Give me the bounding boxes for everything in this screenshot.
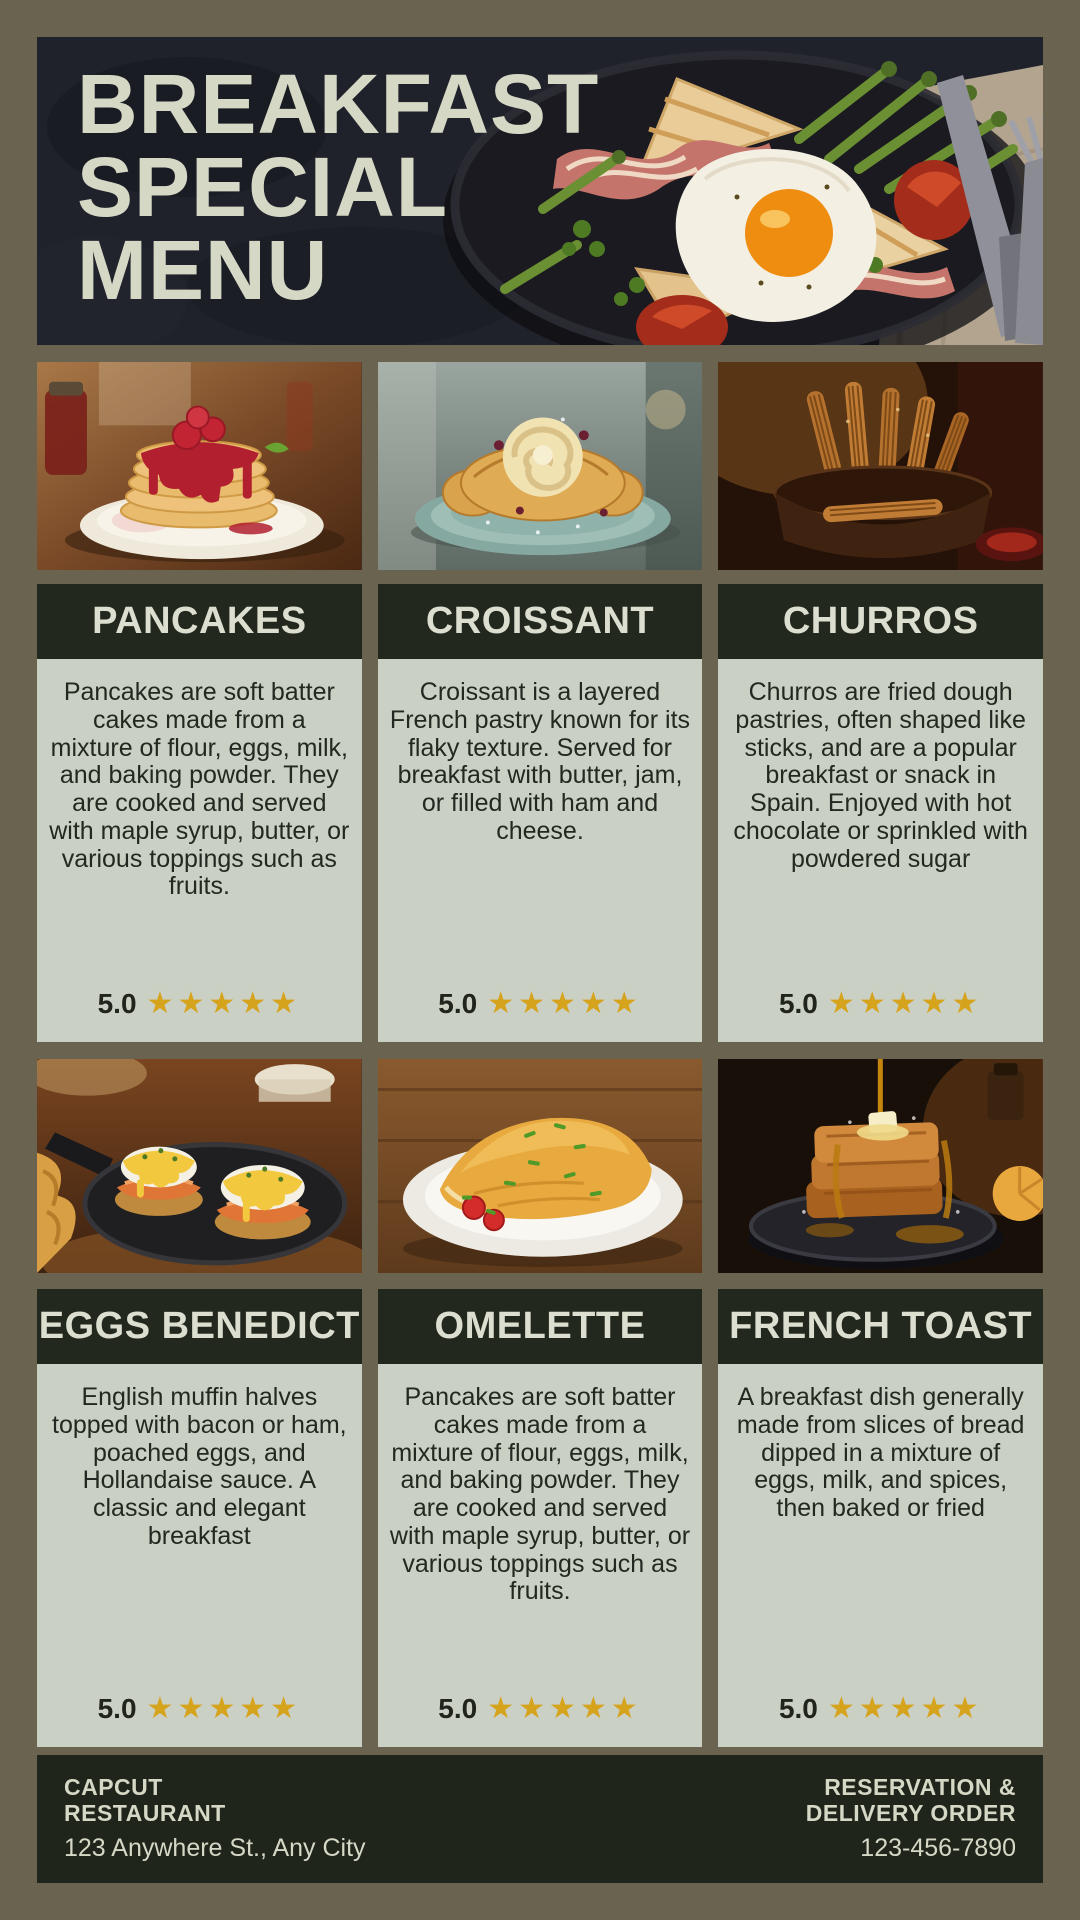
rating-value: 5.0 xyxy=(97,988,137,1019)
dish-body xyxy=(378,1364,703,1747)
photo-row-2 xyxy=(37,1059,1043,1273)
header-banner xyxy=(37,37,1043,345)
dish-description: Churros are fried dough pastries, often shaped like sticks, and are a popular breakfast or snack in Spain. Enjoyed with hot chocolate or sprinkled with powdered sugar xyxy=(733,678,1028,873)
churros-photo xyxy=(718,362,1043,570)
dish-name: OMELETTE xyxy=(378,1289,703,1364)
rating-value: 5.0 xyxy=(438,1693,478,1724)
footer-bar xyxy=(37,1755,1043,1883)
dish-description: Croissant is a layered French pastry known for its flaky texture. Served for breakfast with butter, jam, or filled with ham and cheese. xyxy=(389,678,691,845)
restaurant-info xyxy=(64,1775,366,1863)
dish-name: CHURROS xyxy=(718,584,1043,659)
menu-card-omelette xyxy=(378,1289,703,1747)
dish-body xyxy=(378,659,703,1042)
star-icons: ★★★★★ xyxy=(827,1691,983,1726)
reservation-title: RESERVATION & DELIVERY ORDER xyxy=(805,1774,1016,1826)
restaurant-address: 123 Anywhere St., Any City xyxy=(64,1833,366,1862)
egg-yolk xyxy=(745,189,833,277)
dish-rating xyxy=(730,1693,1031,1725)
title-line: SPECIAL xyxy=(77,140,449,235)
title-line: MENU xyxy=(77,223,329,318)
dish-name: EGGS BENEDICT xyxy=(37,1289,362,1364)
menu-card-french-toast xyxy=(718,1289,1043,1747)
page-title xyxy=(77,57,600,318)
dish-rating xyxy=(390,1693,691,1725)
dish-description: A breakfast dish generally made from slices of bread dipped in a mixture of eggs, milk, and spices, then baked or fried xyxy=(736,1383,1025,1522)
pancakes-photo xyxy=(37,362,362,570)
star-icons: ★★★★★ xyxy=(827,986,983,1021)
menu-card-croissant xyxy=(378,584,703,1042)
rating-value: 5.0 xyxy=(778,988,818,1019)
dish-body xyxy=(37,1364,362,1747)
card-row-2 xyxy=(37,1289,1043,1747)
menu-card-churros xyxy=(718,584,1043,1042)
card-row-1 xyxy=(37,584,1043,1042)
dish-description: Pancakes are soft batter cakes made from a mixture of flour, eggs, milk, and baking powder. They are cooked and served with maple syrup, butter, or various toppings such as fruits. xyxy=(389,1383,691,1606)
omelette-photo xyxy=(378,1059,703,1273)
photo-row-1 xyxy=(37,362,1043,570)
reservation-info xyxy=(806,1775,1016,1863)
dish-name: PANCAKES xyxy=(37,584,362,659)
title-line: BREAKFAST xyxy=(77,57,600,151)
dish-rating xyxy=(49,988,350,1020)
rating-value: 5.0 xyxy=(438,988,478,1019)
restaurant-name: CAPCUT RESTAURANT xyxy=(64,1774,226,1826)
star-icons: ★★★★★ xyxy=(487,986,642,1021)
rating-value: 5.0 xyxy=(97,1693,137,1724)
star-icons: ★★★★★ xyxy=(487,1691,642,1726)
dish-rating xyxy=(390,988,691,1020)
dish-body xyxy=(718,1364,1043,1747)
dish-description: Pancakes are soft batter cakes made from a mixture of flour, eggs, milk, and baking powder. They are cooked and served with maple syrup, butter, or various toppings such as fruits. xyxy=(49,678,350,901)
star-icons: ★★★★★ xyxy=(146,986,302,1021)
dish-description: English muffin halves topped with bacon or ham, poached eggs, and Hollandaise sauce. A classic and elegant breakfast xyxy=(52,1383,347,1550)
menu-card-pancakes xyxy=(37,584,362,1042)
french-toast-photo xyxy=(718,1059,1043,1273)
dish-body xyxy=(37,659,362,1042)
dish-name: FRENCH TOAST xyxy=(718,1289,1043,1364)
star-icons: ★★★★★ xyxy=(146,1691,302,1726)
dish-body xyxy=(718,659,1043,1042)
phone-number: 123-456-7890 xyxy=(860,1833,1016,1862)
dish-rating xyxy=(49,1693,350,1725)
dish-rating xyxy=(730,988,1031,1020)
menu-card-eggs-benedict xyxy=(37,1289,362,1747)
eggs-benedict-photo xyxy=(37,1059,362,1273)
rating-value: 5.0 xyxy=(778,1693,818,1724)
croissant-photo xyxy=(378,362,703,570)
dish-name: CROISSANT xyxy=(378,584,703,659)
